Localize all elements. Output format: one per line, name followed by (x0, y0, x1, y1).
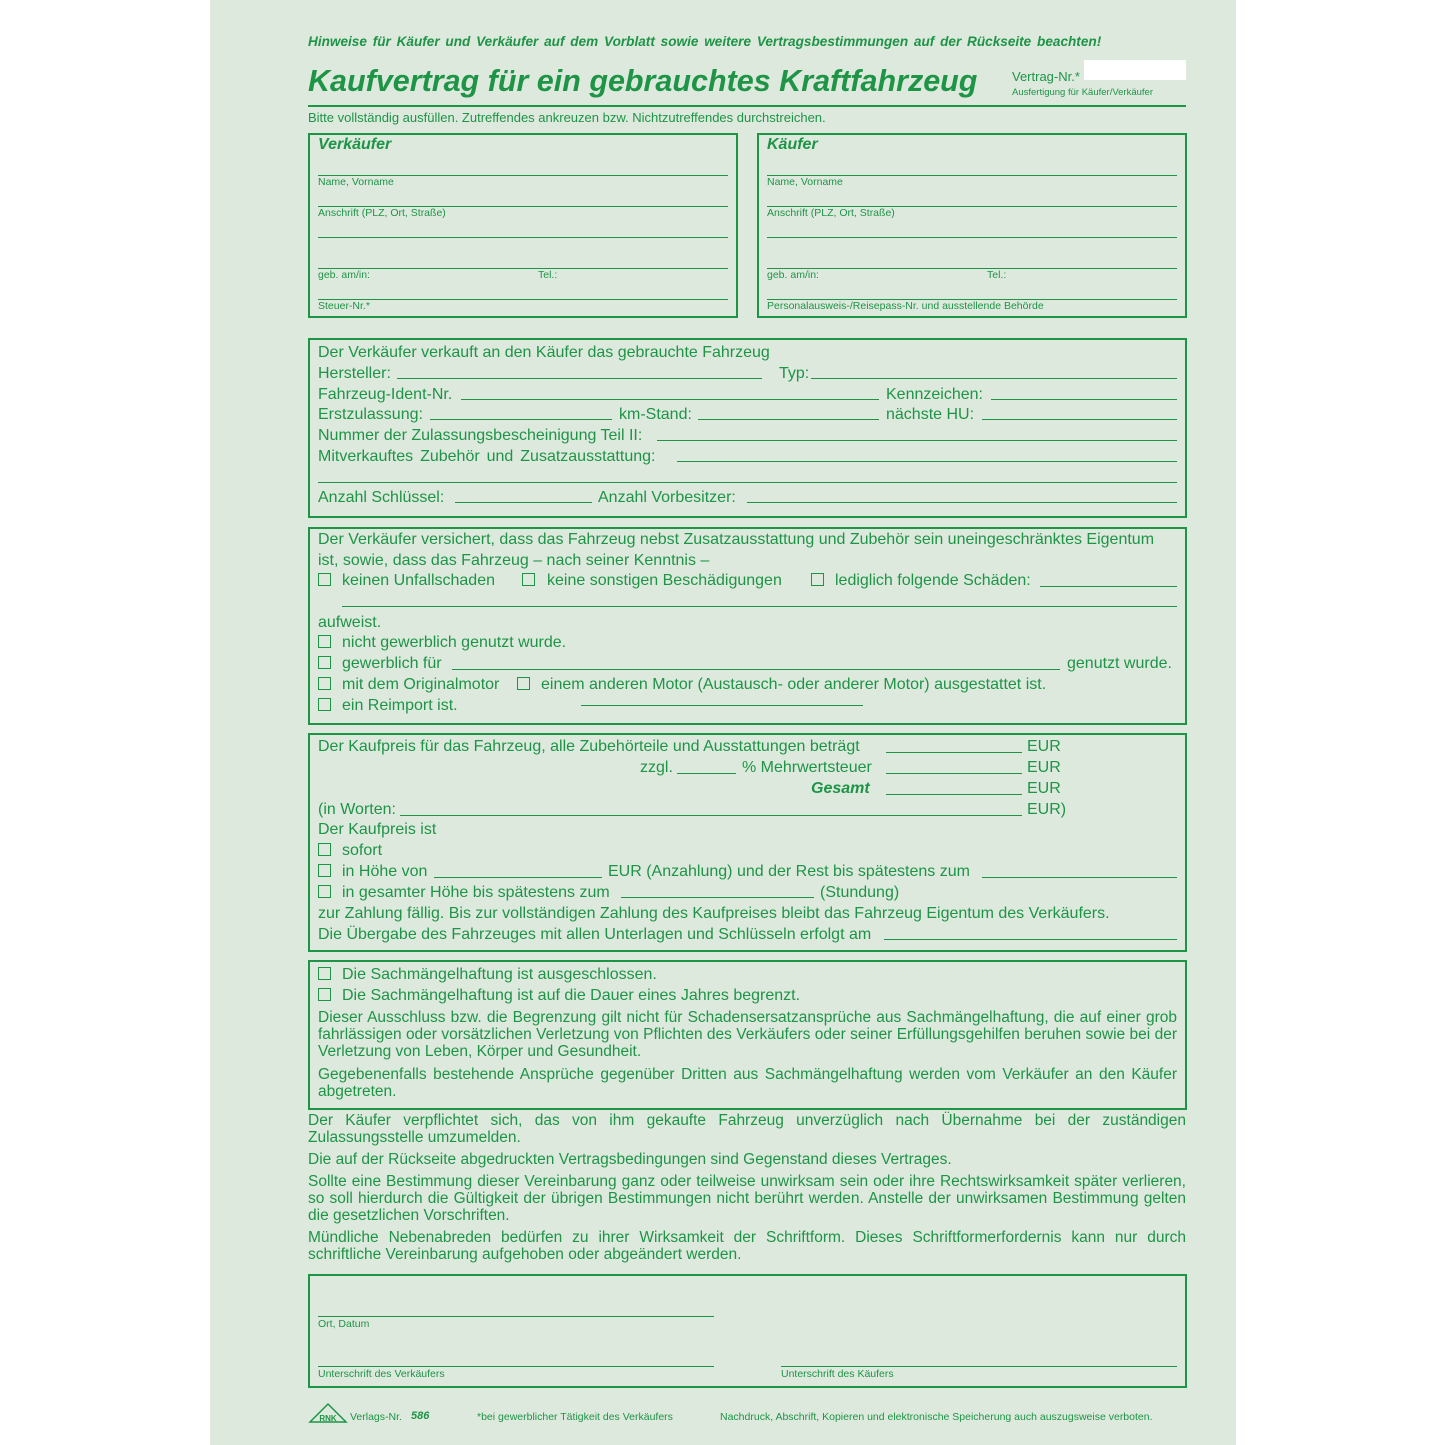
due-text: zur Zahlung fällig. Bis zur vollständigen Zahlung des Kaufpreises bleibt das Fahrzeug Eigentum des Verkäufers. (318, 905, 1110, 922)
instructions: Bitte vollständig ausfüllen. Zutreffendes ankreuzen bzw. Nichtzutreffendes durchstreichen. (308, 110, 826, 125)
next-hu-label: nächste HU: (886, 406, 975, 423)
commercial-line[interactable] (452, 669, 1060, 670)
copy-note: Ausfertigung für Käufer/Verkäufer (1012, 87, 1153, 98)
price-eur-2: EUR (1027, 759, 1061, 776)
other-motor-checkbox[interactable] (517, 677, 530, 690)
only-damage-label: lediglich folgende Schäden: (835, 572, 1031, 589)
buyer-born-label: geb. am/in: (767, 269, 819, 281)
no-damage-checkbox[interactable] (522, 573, 535, 586)
deposit-label: EUR (Anzahlung) und der Rest bis spätestens zum (608, 863, 970, 880)
seller-address-line-2[interactable] (318, 237, 728, 238)
deposit-checkbox[interactable] (318, 864, 331, 877)
vehicle-intro: Der Verkäufer verkauft an den Käufer das gebrauchte Fahrzeug (318, 344, 770, 361)
buyer-address-line-2[interactable] (767, 237, 1177, 238)
seller-title: Verkäufer (318, 136, 392, 153)
vat-amount-line[interactable] (886, 773, 1022, 774)
contract-no-field[interactable] (1084, 60, 1186, 80)
seller-tax-label: Steuer-Nr.* (318, 300, 370, 312)
copyright-note: Nachdruck, Abschrift, Kopieren und elektronische Speicherung auch auszugsweise verboten. (720, 1411, 1153, 1423)
full-payment-checkbox[interactable] (318, 885, 331, 898)
price-amount-line[interactable] (886, 752, 1022, 753)
vat-rate-line[interactable] (677, 773, 736, 774)
used-label: genutzt wurde. (1067, 655, 1172, 672)
reimport-label: ein Reimport ist. (342, 697, 458, 714)
full-date-line[interactable] (621, 897, 814, 898)
terms-paragraph-4: Mündliche Nebenabreden bedürfen zu ihrer Wirksamkeit der Schriftform. Dieses Schriftformerfordernis kann nur durch schriftliche Vereinbarung aufgehoben oder abgeändert werden. (308, 1229, 1186, 1263)
logo-text: RNK (319, 1414, 337, 1423)
buyer-title: Käufer (767, 136, 818, 153)
mileage-line[interactable] (698, 419, 879, 420)
amount-of-label: in Höhe von (342, 863, 428, 880)
price-eur-close: EUR) (1027, 801, 1067, 818)
plus-label: zzgl. (640, 759, 673, 776)
type-label: Typ: (779, 365, 810, 382)
seller-name-label: Name, Vorname (318, 176, 394, 188)
reimport-checkbox[interactable] (318, 698, 331, 711)
buyer-phone-label: Tel.: (987, 269, 1007, 281)
no-accident-checkbox[interactable] (318, 573, 331, 586)
seller-born-label: geb. am/in: (318, 269, 370, 281)
assurance-line-2: ist, sowie, dass das Fahrzeug – nach seiner Kenntnis – (318, 552, 710, 569)
price-eur-1: EUR (1027, 738, 1061, 755)
manufacturer-line[interactable] (397, 378, 762, 379)
orig-motor-checkbox[interactable] (318, 677, 331, 690)
full-until-label: in gesamter Höhe bis spätestens zum (342, 884, 610, 901)
words-line[interactable] (400, 815, 1022, 816)
publisher-number: 586 (411, 1410, 430, 1422)
seller-signature-label: Unterschrift des Verkäufers (318, 1368, 445, 1380)
seller-address-label: Anschrift (PLZ, Ort, Straße) (318, 207, 446, 219)
plate-label: Kennzeichen: (886, 386, 983, 403)
handover-line[interactable] (884, 939, 1177, 940)
place-date-line[interactable] (318, 1316, 714, 1317)
publisher-logo (308, 1402, 348, 1424)
buyer-born-line[interactable] (767, 268, 1177, 269)
no-damage-label: keine sonstigen Beschädigungen (547, 572, 782, 589)
keys-line[interactable] (455, 502, 592, 503)
not-commercial-checkbox[interactable] (318, 635, 331, 648)
manufacturer-label: Hersteller: (318, 365, 391, 382)
immediately-label: sofort (342, 842, 383, 859)
buyer-id-label: Personalausweis-/Reisepass-Nr. und ausstellende Behörde (767, 300, 1044, 312)
hint-line: Hinweise für Käufer und Verkäufer auf dem Vorblatt sowie weitere Vertragsbestimmungen auf der Rückseite beachten! (308, 34, 1102, 49)
seller-phone-label: Tel.: (538, 269, 558, 281)
mileage-label: km-Stand: (619, 406, 692, 423)
damage-line-2[interactable] (342, 606, 1177, 607)
liability-excluded-label: Die Sachmängelhaftung ist ausgeschlossen. (342, 966, 657, 983)
commercial-for-label: gewerblich für (342, 655, 442, 672)
vin-label: Fahrzeug-Ident-Nr. (318, 386, 453, 403)
seller-box (308, 133, 738, 318)
first-reg-line[interactable] (430, 419, 612, 420)
buyer-box (757, 133, 1187, 318)
publisher-logo-icon (308, 1402, 348, 1424)
shows-label: aufweist. (318, 614, 382, 631)
next-hu-line[interactable] (982, 419, 1177, 420)
prev-owners-label: Anzahl Vorbesitzer: (598, 489, 736, 506)
seller-signature-line[interactable] (318, 1366, 714, 1367)
title-underline (308, 105, 1186, 107)
orig-motor-label: mit dem Originalmotor (342, 676, 500, 693)
price-eur-3: EUR (1027, 780, 1061, 797)
handover-label: Die Übergabe des Fahrzeuges mit allen Unterlagen und Schlüsseln erfolgt am (318, 926, 872, 943)
contract-no-label: Vertrag-Nr.* (1012, 69, 1080, 84)
prev-owners-line[interactable] (747, 502, 1177, 503)
seller-tax-line[interactable] (318, 299, 728, 300)
form-title: Kaufvertrag für ein gebrauchtes Kraftfahrzeug (308, 64, 978, 98)
immediately-checkbox[interactable] (318, 843, 331, 856)
terms-paragraph-1: Der Käufer verpflichtet sich, das von ihm gekaufte Fahrzeug unverzüglich nach Übernahme bei der zuständigen Zulassungsstelle umzumelden. (308, 1112, 1186, 1146)
vat-label: % Mehrwertsteuer (742, 759, 872, 776)
buyer-address-label: Anschrift (PLZ, Ort, Straße) (767, 207, 895, 219)
buyer-name-label: Name, Vorname (767, 176, 843, 188)
deposit-amount-line[interactable] (434, 877, 602, 878)
words-label: (in Worten: (318, 801, 396, 818)
not-commercial-label: nicht gewerblich genutzt wurde. (342, 634, 567, 651)
plate-line[interactable] (991, 399, 1177, 400)
assurance-line-1: Der Verkäufer versichert, dass das Fahrzeug nebst Zusatzausstattung und Zubehör sein uneingeschränktes Eigentum (318, 531, 1155, 548)
accessories-line-2[interactable] (318, 482, 1177, 483)
footnote: *bei gewerblicher Tätigkeit des Verkäufers (477, 1411, 673, 1423)
accessories-label: Mitverkauftes Zubehör und Zusatzausstattung: (318, 448, 656, 465)
reimport-line[interactable] (581, 705, 863, 706)
price-line-1: Der Kaufpreis für das Fahrzeug, alle Zubehörteile und Ausstattungen beträgt (318, 738, 860, 755)
damage-line[interactable] (1040, 586, 1177, 587)
commercial-checkbox[interactable] (318, 656, 331, 669)
rest-date-line[interactable] (982, 877, 1177, 878)
total-line[interactable] (886, 794, 1022, 795)
total-label: Gesamt (811, 780, 870, 797)
liability-paragraph-1: Dieser Ausschluss bzw. die Begrenzung gilt nicht für Schadensersatzansprüche aus Sachmängelhaftung, die auf einer grob fahrlässigen oder vorsätzlichen Verletzung von Pflichten des Verkäufers oder seiner Erfüllungsgehilfen beruhen sowie bei der Verletzung von Leben, Körper und Gesundheit. (318, 1009, 1177, 1060)
reg-cert-label: Nummer der Zulassungsbescheinigung Teil II: (318, 427, 643, 444)
terms-paragraph-3: Sollte eine Bestimmung dieser Vereinbarung ganz oder teilweise unwirksam sein oder ihre Rechtswirksamkeit später verlieren, so soll hierdurch die Gültigkeit der übrigen Bestimmungen nicht berührt werden. Anstelle der unwirksamen Bestimmung gelten die gesetzlichen Vorschriften. (308, 1173, 1186, 1224)
no-accident-label: keinen Unfallschaden (342, 572, 495, 589)
buyer-signature-label: Unterschrift des Käufers (781, 1368, 894, 1380)
price-is-label: Der Kaufpreis ist (318, 821, 437, 838)
seller-born-line[interactable] (318, 268, 728, 269)
accessories-line[interactable] (677, 461, 1177, 462)
liability-one-year-label: Die Sachmängelhaftung ist auf die Dauer eines Jahres begrenzt. (342, 987, 801, 1004)
liability-one-year-checkbox[interactable] (318, 988, 331, 1001)
first-reg-label: Erstzulassung: (318, 406, 423, 423)
type-line[interactable] (811, 378, 1177, 379)
liability-paragraph-2: Gegebenenfalls bestehende Ansprüche gegenüber Dritten aus Sachmängelhaftung werden vom Verkäufer an den Käufer abgetreten. (318, 1066, 1177, 1100)
place-date-label: Ort, Datum (318, 1318, 370, 1330)
other-motor-label: einem anderen Motor (Austausch- oder anderer Motor) ausgestattet ist. (541, 676, 1047, 693)
buyer-signature-line[interactable] (781, 1366, 1177, 1367)
deferral-label: (Stundung) (820, 884, 900, 901)
only-damage-checkbox[interactable] (811, 573, 824, 586)
keys-label: Anzahl Schlüssel: (318, 489, 445, 506)
terms-paragraph-2: Die auf der Rückseite abgedruckten Vertragsbedingungen sind Gegenstand dieses Vertrages. (308, 1151, 952, 1168)
liability-excluded-checkbox[interactable] (318, 967, 331, 980)
publisher-label: Verlags-Nr. (350, 1411, 402, 1423)
reg-cert-line[interactable] (657, 440, 1177, 441)
vin-line[interactable] (461, 399, 879, 400)
